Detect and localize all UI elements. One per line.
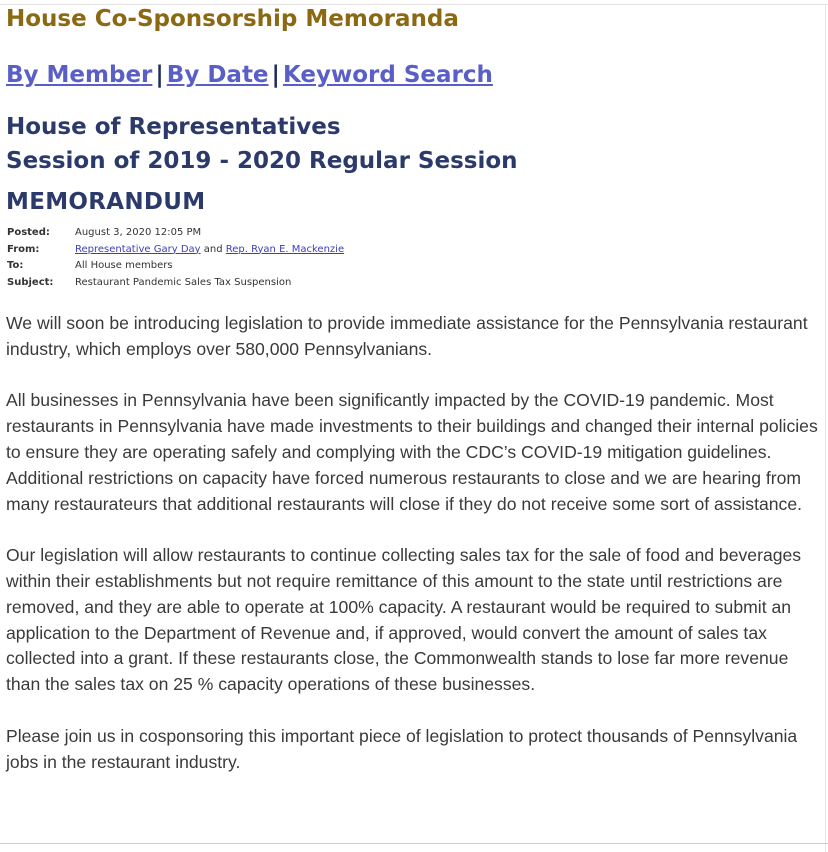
body-paragraph: Please join us in cosponsoring this important piece of legislation to protect thousands of Pennsylvania jobs in the restaurant industry. xyxy=(6,725,798,772)
to-row xyxy=(7,258,344,275)
memorandum-title: MEMORANDUM xyxy=(6,189,206,215)
nav-by-member-link[interactable]: By Member xyxy=(6,62,153,88)
chamber-name: House of Representatives xyxy=(6,114,341,140)
posted-row xyxy=(7,225,344,242)
session-name: Session of 2019 - 2020 Regular Session xyxy=(6,148,518,174)
memo-body xyxy=(6,311,824,801)
subject-row xyxy=(7,275,344,292)
to-value: All House members xyxy=(75,260,173,272)
posted-value: August 3, 2020 12:05 PM xyxy=(75,227,202,238)
from-label: From: xyxy=(7,243,40,255)
body-paragraph: All businesses in Pennsylvania have been significantly impacted by the COVID-19 pandemic. Most restaurants in Pennsylvania have made investments to their buildings and changed their internal policies to ensure they are operating safely and complying with the CDC’s COVID-19 mitigation guidelines. Additional restrictions on capacity have forced numerous restaurants to close and we are hearing from many restaurateurs that additional restaurants will close if they do not receive some sort of assistance. xyxy=(6,390,818,514)
subject-label: Subject: xyxy=(7,276,54,288)
memo-navigation xyxy=(6,62,493,88)
from-conjunction: and xyxy=(200,243,226,255)
to-label: To: xyxy=(7,260,24,272)
nav-by-date-link[interactable]: By Date xyxy=(166,62,269,88)
nav-separator: | xyxy=(155,62,164,88)
nav-keyword-search-link[interactable]: Keyword Search xyxy=(282,62,493,88)
from-row xyxy=(7,242,344,259)
top-divider xyxy=(0,4,828,5)
body-paragraph: We will soon be introducing legislation to provide immediate assistance for the Pennsylvania restaurant industry, which employs over 580,000 Pennsylvanians. xyxy=(6,313,808,359)
memo-metadata xyxy=(7,225,344,291)
author-gary-day-link[interactable]: Representative Gary Day xyxy=(75,243,201,255)
nav-separator: | xyxy=(271,62,280,88)
right-border xyxy=(825,4,826,852)
from-value xyxy=(75,242,344,259)
body-paragraph: Our legislation will allow restaurants to continue collecting sales tax for the sale of food and beverages within their establishments but not require remittance of this amount to the state until restrictions are removed, and they are able to operate at 100% capacity. A restaurant would be required to submit an application to the Department of Revenue and, if approved, would convert the amount of sales tax collected into a grant. If these restaurants close, the Commonwealth stands to lose far more revenue than the sales tax on 25 % capacity operations of these businesses. xyxy=(6,545,802,695)
bottom-divider xyxy=(0,843,828,844)
site-title: House Co-Sponsorship Memoranda xyxy=(6,6,459,32)
author-ryan-mackenzie-link[interactable]: Rep. Ryan E. Mackenzie xyxy=(225,243,345,255)
subject-value: Restaurant Pandemic Sales Tax Suspension xyxy=(75,276,292,288)
chamber-heading xyxy=(6,110,518,178)
posted-label: Posted: xyxy=(7,227,50,238)
